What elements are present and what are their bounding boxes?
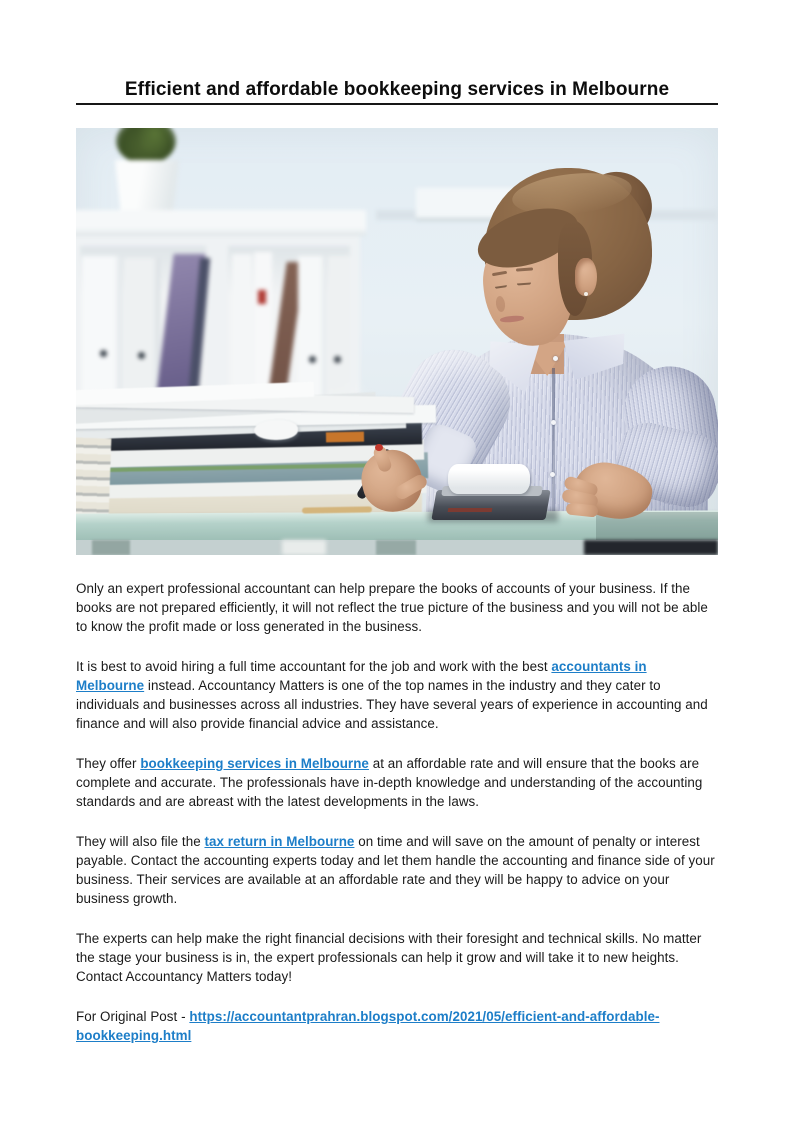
- paragraph-4-pre: They will also file the: [76, 834, 205, 849]
- paragraph-2: [76, 657, 718, 733]
- tax-return-link[interactable]: tax return in Melbourne: [204, 834, 355, 849]
- paragraph-1-text: Only an expert professional accountant can help prepare the books of accounts of your business. If the books are not prepared efficiently, it will not reflect the true picture of the business and you will not be able to know the profit made or loss generated in the business.: [76, 581, 708, 634]
- title-underline-rule: [76, 103, 718, 105]
- paragraph-4-post: on time and will save on the amount of penalty or interest payable. Contact the accounting experts today and let them handle the accounting and finance side of your business. Their services are available at an affordable rate and they will be happy to advice on your business growth.: [76, 834, 715, 906]
- paragraph-5: [76, 929, 718, 986]
- calculator-paper-roll: [448, 464, 530, 494]
- red-nail-polish: [375, 444, 383, 451]
- paragraph-3: [76, 754, 718, 811]
- page-title: Efficient and affordable bookkeeping services in Melbourne: [124, 79, 670, 100]
- accountants-in-melbourne-link[interactable]: accountants in Melbourne: [76, 659, 647, 693]
- right-hand-finger: [565, 502, 598, 517]
- calculator-and-hands: [76, 128, 718, 555]
- paragraph-3-pre: They offer: [76, 756, 141, 771]
- bookkeeping-services-link[interactable]: bookkeeping services in Melbourne: [140, 756, 369, 771]
- paragraph-1: [76, 579, 718, 636]
- original-post-url-link[interactable]: https://accountantprahran.blogspot.com/2021/05/efficient-and-affordable-bookkeeping.html: [76, 1009, 660, 1043]
- paragraph-2-pre: It is best to avoid hiring a full time accountant for the job and work with the best: [76, 659, 552, 674]
- article-body: [76, 579, 718, 1045]
- paragraph-2-post: instead. Accountancy Matters is one of the top names in the industry and they cater to individuals and businesses across all industries. They have several years of experience in accounting and finance and will also provide financial advice and assistance.: [76, 678, 708, 731]
- original-post-label: For Original Post -: [76, 1009, 190, 1024]
- paragraph-4: [76, 832, 718, 908]
- paragraph-6: [76, 1007, 718, 1045]
- article-photo: [76, 128, 718, 555]
- paragraph-5-text: The experts can help make the right financial decisions with their foresight and technical skills. No matter the stage your business is in, the expert professionals can help it grow and will take it to new heights. Contact Accountancy Matters today!: [76, 931, 702, 984]
- calculator-red-strip: [448, 508, 493, 512]
- paragraph-3-post: at an affordable rate and will ensure that the books are complete and accurate. The professionals have in-depth knowledge and understanding of the accounting standards and are abreast with the latest developments in the laws.: [76, 756, 703, 809]
